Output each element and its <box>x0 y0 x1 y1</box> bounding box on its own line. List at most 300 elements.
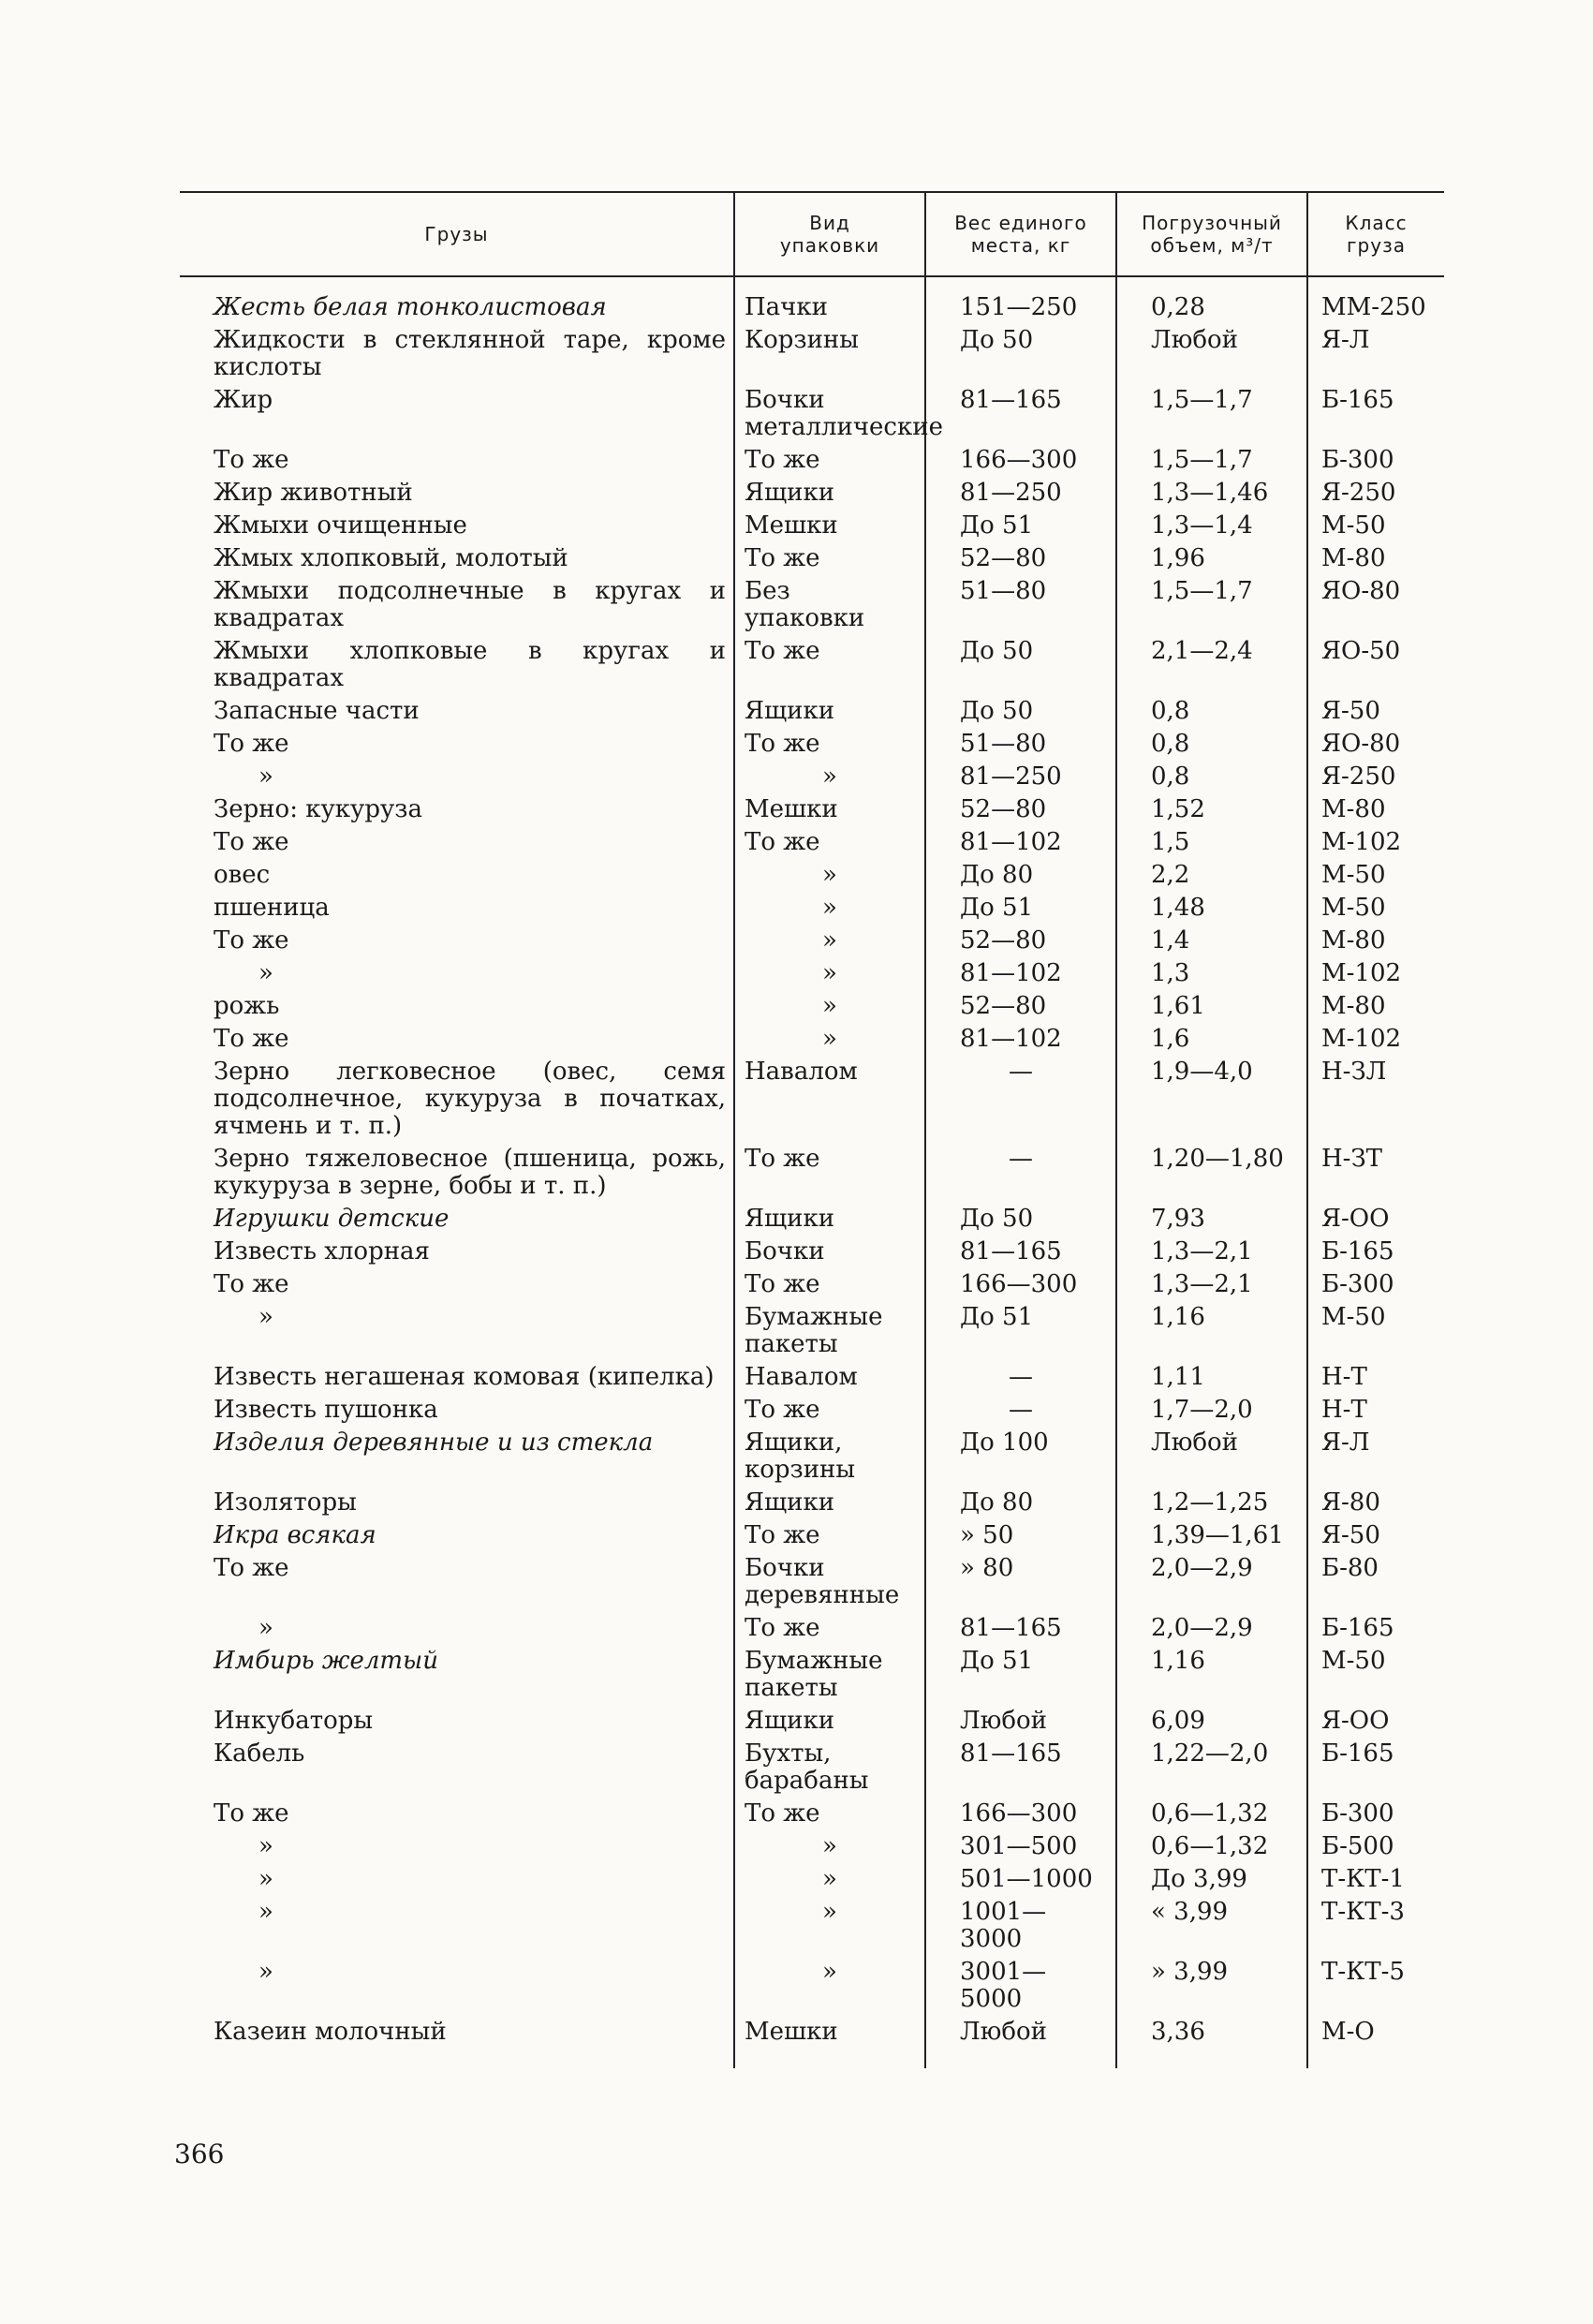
packing-text: Ящики <box>745 697 835 725</box>
table-row <box>180 761 1444 793</box>
loading-volume-cell <box>1116 1361 1307 1394</box>
cargo-class-cell <box>1307 1236 1444 1268</box>
unit-weight-cell <box>925 477 1116 510</box>
loading-volume-cell <box>1116 575 1307 635</box>
unit-weight-text: 81—102 <box>960 1025 1062 1053</box>
cargo-name-text: » <box>258 1303 273 1331</box>
table-row <box>180 1519 1444 1552</box>
cargo-class-text: Б-300 <box>1321 1270 1394 1298</box>
cargo-name-text: Жмыхи очищенные <box>214 511 467 540</box>
packing-text: » <box>822 992 837 1020</box>
cargo-class-text: Н-ЗЛ <box>1321 1058 1387 1086</box>
loading-volume-text: 1,20—1,80 <box>1151 1145 1284 1173</box>
table-row <box>180 384 1444 444</box>
loading-volume-cell <box>1116 1394 1307 1427</box>
unit-weight-text: 81—250 <box>960 479 1062 507</box>
cargo-name-text: » <box>258 1832 273 1860</box>
cargo-class-cell <box>1307 1956 1444 2016</box>
packing-cell <box>734 1394 925 1427</box>
cargo-class-text: Т-КТ-1 <box>1321 1865 1405 1893</box>
cargo-class-cell <box>1307 1203 1444 1236</box>
unit-weight-cell <box>925 1427 1116 1487</box>
cargo-class-text: М-80 <box>1321 926 1386 955</box>
loading-volume-cell <box>1116 728 1307 761</box>
packing-text: » <box>822 1865 837 1893</box>
unit-weight-text: 52—80 <box>960 926 1047 955</box>
table-row <box>180 1896 1444 1956</box>
packing-text: Ящики <box>745 1488 835 1517</box>
unit-weight-cell <box>925 1612 1116 1645</box>
cargo-name-text: То же <box>214 1554 289 1582</box>
cargo-class-text: М-О <box>1321 2018 1375 2046</box>
unit-weight-text: До 80 <box>960 1488 1034 1517</box>
packing-cell <box>734 1427 925 1487</box>
packing-cell <box>734 1612 925 1645</box>
cargo-name-cell <box>180 1361 734 1394</box>
cargo-class-cell <box>1307 1268 1444 1301</box>
loading-volume-text: 1,7—2,0 <box>1151 1396 1253 1424</box>
unit-weight-text: Любой <box>960 1707 1047 1735</box>
unit-weight-cell <box>925 1519 1116 1552</box>
cargo-class-cell <box>1307 1612 1444 1645</box>
cargo-class-cell <box>1307 761 1444 793</box>
cargo-name-text: Жесть белая тонколистовая <box>214 293 607 321</box>
loading-volume-text: 1,3 <box>1151 959 1190 987</box>
loading-volume-text: 0,8 <box>1151 697 1190 725</box>
table-row <box>180 1612 1444 1645</box>
loading-volume-text: 2,2 <box>1151 861 1190 889</box>
cargo-class-text: Н-Т <box>1321 1396 1367 1424</box>
packing-text: Навалом <box>745 1058 858 1086</box>
unit-weight-cell <box>925 1143 1116 1203</box>
loading-volume-text: 1,11 <box>1151 1363 1205 1391</box>
loading-volume-text: 1,6 <box>1151 1025 1190 1053</box>
header-cargo-class: Класс груза <box>1307 192 1444 276</box>
cargo-name-cell <box>180 793 734 826</box>
packing-text: Бочки металлические <box>745 386 943 441</box>
table-row <box>180 695 1444 728</box>
cargo-name-text: Зерно: кукуруза <box>214 795 422 823</box>
loading-volume-cell <box>1116 1268 1307 1301</box>
cargo-class-cell <box>1307 1896 1444 1956</box>
cargo-name-text: Жмыхи подсолнечные в кругах и квадратах <box>214 577 726 632</box>
cargo-class-text: Я-Л <box>1321 326 1370 354</box>
loading-volume-cell <box>1116 1612 1307 1645</box>
unit-weight-cell <box>925 1487 1116 1519</box>
cargo-class-text: М-102 <box>1321 828 1402 856</box>
unit-weight-text: 81—165 <box>960 1237 1062 1266</box>
loading-volume-text: 1,3—1,4 <box>1151 511 1253 540</box>
cargo-name-cell <box>180 925 734 957</box>
cargo-class-text: Т-КТ-3 <box>1321 1898 1405 1926</box>
unit-weight-text: 52—80 <box>960 795 1047 823</box>
loading-volume-text: 1,5 <box>1151 828 1190 856</box>
table-row <box>180 793 1444 826</box>
cargo-name-text: Изделия деревянные и из стекла <box>214 1428 654 1457</box>
table-row <box>180 1645 1444 1705</box>
loading-volume-cell <box>1116 276 1307 324</box>
cargo-name-cell <box>180 1519 734 1552</box>
cargo-name-text: То же <box>214 446 289 474</box>
cargo-name-text: Кабель <box>214 1739 305 1768</box>
packing-text: Корзины <box>745 326 859 354</box>
unit-weight-cell <box>925 276 1116 324</box>
unit-weight-text: 51—80 <box>960 577 1047 605</box>
table-row <box>180 1427 1444 1487</box>
packing-cell <box>734 1203 925 1236</box>
cargo-name-cell <box>180 510 734 542</box>
cargo-class-text: М-80 <box>1321 795 1386 823</box>
cargo-name-text: То же <box>214 926 289 955</box>
cargo-name-cell <box>180 1236 734 1268</box>
unit-weight-text: До 51 <box>960 894 1034 922</box>
loading-volume-text: 1,61 <box>1151 992 1205 1020</box>
cargo-class-text: М-50 <box>1321 1647 1386 1675</box>
header-packing: Вид упаковки <box>734 192 925 276</box>
unit-weight-cell <box>925 1203 1116 1236</box>
unit-weight-text: До 51 <box>960 1647 1034 1675</box>
cargo-class-text: Н-Т <box>1321 1363 1367 1391</box>
packing-cell <box>734 1487 925 1519</box>
packing-cell <box>734 1268 925 1301</box>
packing-text: То же <box>745 1145 820 1173</box>
table-row <box>180 1394 1444 1427</box>
cargo-name-cell <box>180 276 734 324</box>
loading-volume-cell <box>1116 384 1307 444</box>
cargo-name-cell <box>180 1023 734 1056</box>
packing-cell <box>734 1830 925 1863</box>
cargo-name-cell <box>180 635 734 695</box>
cargo-name-text: То же <box>214 730 289 758</box>
cargo-name-cell <box>180 695 734 728</box>
packing-text: Бухты, барабаны <box>745 1739 869 1795</box>
cargo-name-text: овес <box>214 861 271 889</box>
packing-cell <box>734 859 925 892</box>
cargo-name-cell <box>180 575 734 635</box>
cargo-name-text: Запасные части <box>214 697 420 725</box>
packing-cell <box>734 1361 925 1394</box>
packing-cell <box>734 728 925 761</box>
unit-weight-cell <box>925 1705 1116 1738</box>
loading-volume-text: « 3,99 <box>1151 1898 1229 1926</box>
cargo-class-cell <box>1307 510 1444 542</box>
packing-text: Пачки <box>745 293 828 321</box>
loading-volume-text: 1,48 <box>1151 894 1205 922</box>
cargo-name-text: » <box>258 1614 273 1642</box>
loading-volume-text: 1,22—2,0 <box>1151 1739 1269 1768</box>
cargo-name-cell <box>180 826 734 859</box>
cargo-name-cell <box>180 477 734 510</box>
unit-weight-text: » 50 <box>960 1521 1014 1549</box>
packing-cell <box>734 925 925 957</box>
loading-volume-text: 2,0—2,9 <box>1151 1554 1253 1582</box>
packing-text: Без упаковки <box>745 577 865 632</box>
packing-text: То же <box>745 1521 820 1549</box>
cargo-class-text: Я-ОО <box>1321 1707 1390 1735</box>
packing-cell <box>734 510 925 542</box>
cargo-class-cell <box>1307 575 1444 635</box>
cargo-name-text: Икра всякая <box>214 1521 376 1549</box>
cargo-class-text: Б-165 <box>1321 386 1394 414</box>
packing-text: Мешки <box>745 2018 838 2046</box>
unit-weight-cell <box>925 1056 1116 1143</box>
loading-volume-text: 3,36 <box>1151 2018 1205 2046</box>
cargo-name-cell <box>180 1738 734 1798</box>
loading-volume-cell <box>1116 324 1307 384</box>
unit-weight-text: 501—1000 <box>960 1865 1093 1893</box>
loading-volume-text: 2,1—2,4 <box>1151 637 1253 665</box>
cargo-class-text: Б-165 <box>1321 1237 1394 1266</box>
header-cargo: Грузы <box>180 192 734 276</box>
loading-volume-cell <box>1116 826 1307 859</box>
loading-volume-text: 1,3—2,1 <box>1151 1270 1253 1298</box>
unit-weight-text: Любой <box>960 2018 1047 2046</box>
cargo-table <box>180 191 1444 2068</box>
cargo-class-cell <box>1307 1023 1444 1056</box>
table-row <box>180 1236 1444 1268</box>
table-row <box>180 575 1444 635</box>
cargo-name-text: » <box>258 1865 273 1893</box>
cargo-class-cell <box>1307 1427 1444 1487</box>
table-row <box>180 826 1444 859</box>
unit-weight-cell <box>925 793 1116 826</box>
unit-weight-cell <box>925 957 1116 990</box>
loading-volume-cell <box>1116 1552 1307 1612</box>
unit-weight-text: » 80 <box>960 1554 1014 1582</box>
cargo-name-text: Жидкости в стеклянной таре, кроме кислоты <box>214 326 726 381</box>
unit-weight-cell <box>925 1830 1116 1863</box>
cargo-class-cell <box>1307 384 1444 444</box>
table-row <box>180 892 1444 925</box>
loading-volume-text: » 3,99 <box>1151 1958 1229 1986</box>
packing-cell <box>734 1956 925 2016</box>
cargo-name-cell <box>180 1301 734 1361</box>
table-row <box>180 1863 1444 1896</box>
unit-weight-cell <box>925 728 1116 761</box>
packing-cell <box>734 1236 925 1268</box>
unit-weight-cell <box>925 695 1116 728</box>
cargo-name-text: Известь негашеная комовая (кипелка) <box>214 1363 715 1391</box>
table-row <box>180 276 1444 324</box>
cargo-name-cell <box>180 1863 734 1896</box>
cargo-name-cell <box>180 1705 734 1738</box>
loading-volume-text: До 3,99 <box>1151 1865 1247 1893</box>
unit-weight-cell <box>925 1896 1116 1956</box>
cargo-name-text: Известь хлорная <box>214 1237 430 1266</box>
cargo-class-cell <box>1307 1394 1444 1427</box>
packing-cell <box>734 635 925 695</box>
cargo-class-text: ЯО-80 <box>1321 730 1401 758</box>
cargo-name-cell <box>180 1487 734 1519</box>
packing-text: Ящики, корзины <box>745 1428 856 1484</box>
unit-weight-cell <box>925 1956 1116 2016</box>
loading-volume-cell <box>1116 1427 1307 1487</box>
table-row <box>180 510 1444 542</box>
unit-weight-text: 52—80 <box>960 992 1047 1020</box>
loading-volume-cell <box>1116 477 1307 510</box>
unit-weight-text: 81—250 <box>960 762 1062 791</box>
packing-text: » <box>822 1025 837 1053</box>
unit-weight-text: 51—80 <box>960 730 1047 758</box>
loading-volume-cell <box>1116 1956 1307 2016</box>
loading-volume-cell <box>1116 892 1307 925</box>
packing-cell <box>734 477 925 510</box>
cargo-name-text: Казеин молочный <box>214 2018 447 2046</box>
packing-cell <box>734 1705 925 1738</box>
table-row <box>180 635 1444 695</box>
cargo-name-text: То же <box>214 1025 289 1053</box>
cargo-name-cell <box>180 1798 734 1830</box>
table-row <box>180 925 1444 957</box>
loading-volume-text: 7,93 <box>1151 1205 1205 1233</box>
cargo-class-text: Я-50 <box>1321 697 1380 725</box>
cargo-class-text: Я-250 <box>1321 762 1396 791</box>
cargo-class-cell <box>1307 925 1444 957</box>
loading-volume-text: 1,52 <box>1151 795 1205 823</box>
packing-cell <box>734 695 925 728</box>
cargo-class-text: ЯО-80 <box>1321 577 1401 605</box>
packing-text: » <box>822 894 837 922</box>
cargo-class-text: Б-300 <box>1321 446 1394 474</box>
cargo-name-cell <box>180 384 734 444</box>
loading-volume-cell <box>1116 444 1307 477</box>
table-row <box>180 477 1444 510</box>
cargo-name-text: То же <box>214 828 289 856</box>
unit-weight-text: 81—102 <box>960 828 1062 856</box>
table-row <box>180 728 1444 761</box>
cargo-name-text: Имбирь желтый <box>214 1647 438 1675</box>
cargo-class-cell <box>1307 793 1444 826</box>
cargo-name-text: Известь пушонка <box>214 1396 438 1424</box>
packing-cell <box>734 1519 925 1552</box>
cargo-name-cell <box>180 1645 734 1705</box>
unit-weight-text: — <box>1009 1396 1033 1424</box>
unit-weight-text: — <box>1009 1058 1033 1086</box>
packing-text: Бумажные пакеты <box>745 1303 883 1358</box>
loading-volume-text: 1,16 <box>1151 1647 1205 1675</box>
loading-volume-cell <box>1116 635 1307 695</box>
unit-weight-cell <box>925 1301 1116 1361</box>
unit-weight-cell <box>925 324 1116 384</box>
packing-cell <box>734 1301 925 1361</box>
loading-volume-text: 1,5—1,7 <box>1151 386 1253 414</box>
packing-cell <box>734 1056 925 1143</box>
table-row <box>180 1956 1444 2016</box>
cargo-class-cell <box>1307 542 1444 575</box>
cargo-name-cell <box>180 990 734 1023</box>
unit-weight-text: До 51 <box>960 511 1034 540</box>
cargo-class-text: М-50 <box>1321 861 1386 889</box>
packing-cell <box>734 542 925 575</box>
packing-text: Ящики <box>745 1707 835 1735</box>
unit-weight-cell <box>925 990 1116 1023</box>
unit-weight-cell <box>925 1394 1116 1427</box>
packing-cell <box>734 384 943 444</box>
unit-weight-cell <box>925 859 1116 892</box>
table-body <box>180 276 1444 2068</box>
packing-text: То же <box>745 544 820 572</box>
cargo-class-cell <box>1307 1361 1444 1394</box>
packing-text: То же <box>745 637 820 665</box>
cargo-class-cell <box>1307 1645 1444 1705</box>
unit-weight-text: 81—165 <box>960 1739 1062 1768</box>
packing-cell <box>734 324 925 384</box>
loading-volume-cell <box>1116 859 1307 892</box>
cargo-name-text: » <box>258 1958 273 1986</box>
unit-weight-cell <box>925 1236 1116 1268</box>
cargo-class-cell <box>1307 695 1444 728</box>
unit-weight-text: 81—102 <box>960 959 1062 987</box>
table-row <box>180 324 1444 384</box>
cargo-name-text: Игрушки детские <box>214 1205 450 1233</box>
packing-text: Бочки <box>745 1237 825 1266</box>
cargo-name-cell <box>180 1896 734 1956</box>
cargo-class-text: Б-165 <box>1321 1739 1394 1768</box>
cargo-name-text: пшеница <box>214 894 330 922</box>
cargo-name-cell <box>180 728 734 761</box>
table-row <box>180 990 1444 1023</box>
loading-volume-cell <box>1116 695 1307 728</box>
loading-volume-cell <box>1116 542 1307 575</box>
cargo-name-cell <box>180 1830 734 1863</box>
table-row <box>180 1056 1444 1143</box>
loading-volume-cell <box>1116 1863 1307 1896</box>
unit-weight-cell <box>925 1738 1116 1798</box>
loading-volume-cell <box>1116 957 1307 990</box>
cargo-class-cell <box>1307 276 1444 324</box>
packing-cell <box>734 575 925 635</box>
cargo-class-cell <box>1307 1705 1444 1738</box>
page-number: 366 <box>174 2139 225 2169</box>
cargo-class-text: М-80 <box>1321 544 1386 572</box>
table-row <box>180 1798 1444 1830</box>
cargo-class-text: М-50 <box>1321 1303 1386 1331</box>
unit-weight-cell <box>925 1552 1116 1612</box>
table-row <box>180 1143 1444 1203</box>
packing-text: То же <box>745 1396 820 1424</box>
cargo-name-text: » <box>258 762 273 791</box>
loading-volume-cell <box>1116 1830 1307 1863</box>
cargo-name-cell <box>180 1427 734 1487</box>
unit-weight-text: 1001—3000 <box>960 1898 1047 1953</box>
loading-volume-cell <box>1116 510 1307 542</box>
cargo-class-cell <box>1307 1552 1444 1612</box>
cargo-name-cell <box>180 892 734 925</box>
cargo-class-cell <box>1307 1056 1444 1143</box>
unit-weight-cell <box>925 1268 1116 1301</box>
cargo-class-text: М-50 <box>1321 511 1386 540</box>
loading-volume-text: 0,28 <box>1151 293 1205 321</box>
loading-volume-cell <box>1116 1143 1307 1203</box>
packing-cell <box>734 1738 925 1798</box>
cargo-name-cell <box>180 1056 734 1143</box>
cargo-class-cell <box>1307 1830 1444 1863</box>
packing-text: Навалом <box>745 1363 858 1391</box>
packing-text: » <box>822 861 837 889</box>
table-row <box>180 1361 1444 1394</box>
cargo-name-text: » <box>258 959 273 987</box>
table-row <box>180 1705 1444 1738</box>
packing-cell <box>734 1552 925 1612</box>
cargo-class-cell <box>1307 892 1444 925</box>
packing-cell <box>734 276 925 324</box>
cargo-name-text: Жир <box>214 386 273 414</box>
packing-text: » <box>822 1832 837 1860</box>
cargo-class-cell <box>1307 990 1444 1023</box>
cargo-class-text: ЯО-50 <box>1321 637 1401 665</box>
unit-weight-text: 3001—5000 <box>960 1958 1047 2013</box>
cargo-class-cell <box>1307 635 1444 695</box>
